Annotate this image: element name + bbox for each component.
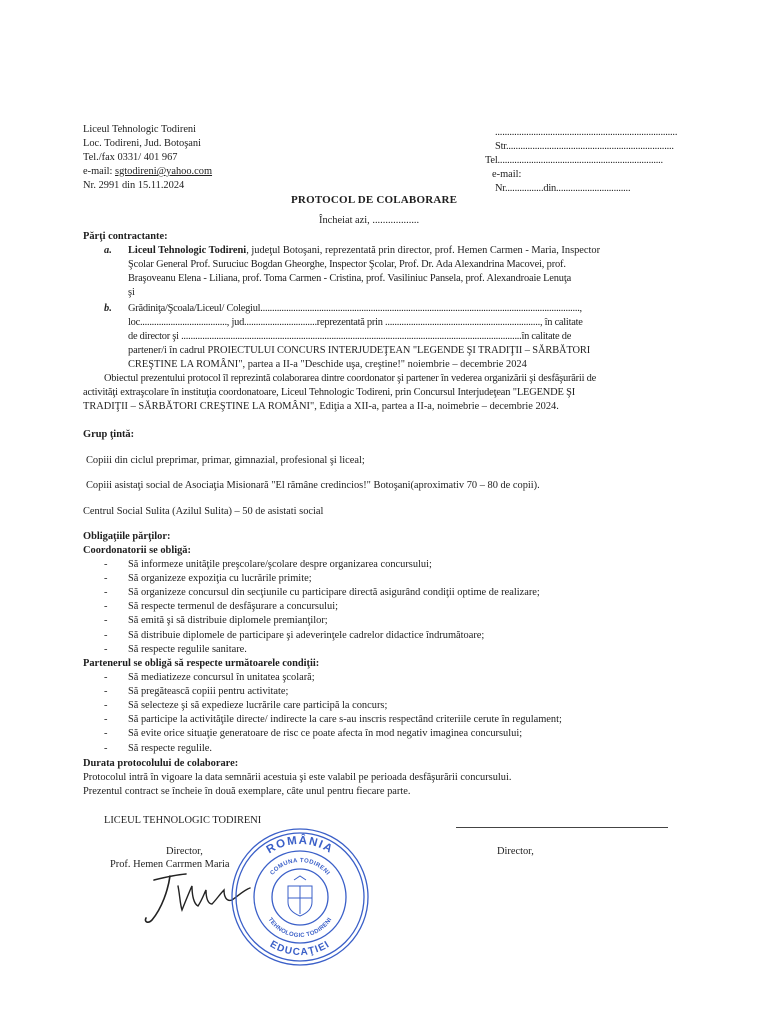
target-group-item-1: Copiii din ciclul preprimar, primar, gimnazial, profesional şi liceal;	[86, 455, 365, 466]
list-dash: -	[104, 728, 108, 740]
list-dash: -	[104, 742, 108, 754]
coordinator-obligation-item: Să organizeze concursul din secţiunile cu participare directă asigurând condiţii optime de realizare;	[128, 587, 540, 599]
coordinator-obligation-item: Să respecte regulile sanitare.	[128, 643, 247, 655]
coordinator-obligation-item: Să emită şi să distribuie diplomele premianţilor;	[128, 615, 328, 627]
coordinator-obligation-item: Să informeze unităţile preşcolare/şcolare despre organizarea concursului;	[128, 559, 432, 570]
partner-street-blank: Str......................................................................	[495, 141, 674, 152]
party-a-line1	[128, 245, 600, 257]
coordinators-heading: Coordonatorii se obligă:	[83, 545, 191, 556]
party-a-rest: , judeţul Botoşani, reprezentată prin director, prof. Hemen Carmen - Maria, Inspector	[246, 245, 601, 256]
party-a-line3: Braşoveanu Elena - Liliana, prof. Toma Carmen - Cristina, prof. Vasiliniuc Pansela, prof. Alexandroaie Lenuţa	[128, 273, 572, 284]
left-director-role: Director,	[166, 846, 203, 857]
party-b-line4: partener/i în cadrul PROIECTULUI CONCURS INTERJUDEŢEAN "LEGENDE ŞI TRADIŢII – SĂRBĂTORI	[128, 345, 591, 356]
obligations-heading: Obligaţiile părţilor:	[83, 531, 171, 542]
school-email-line	[83, 166, 212, 178]
coordinator-obligation-item: Să distribuie diplomele de participare şi adeverinţele cadrelor didactice îndrumătoare;	[128, 629, 485, 641]
party-b-line2: loc....................................., jud...............................reprezentată prin .................................................................., în calitate	[128, 317, 583, 328]
objective-line1: Obiectul prezentului protocol îl reprezintă colaborarea dintre coordonator şi partener în vederea organizării şi desfăşurării de	[104, 373, 597, 384]
objective-line3: TRADIŢII – SĂRBĂTORI CREŞTINE LA ROMÂNI", Ediţia a XII-a, partea a II-a, noimebrie – decembrie 2024.	[83, 401, 559, 412]
partner-number-blank: Nr................din...............................	[495, 183, 631, 194]
list-dash: -	[104, 587, 108, 599]
list-dash: -	[104, 643, 108, 655]
list-dash: -	[104, 601, 108, 613]
school-address: Loc. Todireni, Jud. Botoşani	[83, 138, 201, 149]
party-a-name: Liceul Tehnologic Todireni	[128, 245, 247, 256]
svg-text:ROMÂNIA	[265, 834, 336, 856]
stamp-outer-bottom: EDUCAŢIEI	[267, 938, 333, 959]
document-subtitle: Încheiat azi, ..................	[319, 215, 420, 226]
stamp-outer-top: ROMÂNIA	[264, 834, 336, 857]
list-dash: -	[104, 714, 108, 726]
document-title: PROTOCOL DE COLABORARE	[291, 194, 458, 206]
duration-heading: Durata protocolului de colaborare:	[83, 758, 239, 769]
target-group-item-3: Centrul Social Sulita (Azilul Sulita) – 50 de asistati social	[83, 506, 324, 517]
partner-phone-blank: Tel.....................................................................	[485, 155, 663, 166]
party-b-line3: de director şi .................................................................................................................................................în calitate de	[128, 331, 572, 342]
school-name: Liceul Tehnologic Todireni	[83, 124, 197, 135]
duration-line-1: Protocolul intră în vigoare la data semnării acestuia şi este valabil pe perioada desfăşurării concursului.	[83, 772, 512, 783]
partner-name-blank: ............................................................................	[495, 127, 678, 138]
party-a-line4: şi	[128, 287, 135, 298]
email-link[interactable]: sgtodireni@yahoo.com	[115, 166, 213, 177]
list-dash: -	[104, 629, 108, 641]
partner-obligation-item: Să respecte regulile.	[128, 742, 212, 754]
partner-email-label: e-mail:	[492, 169, 522, 180]
stamp-inner-top: COMUNA TODIRENI	[269, 857, 331, 877]
party-a-marker: a.	[104, 245, 112, 256]
list-dash: -	[104, 559, 108, 570]
party-b-marker: b.	[104, 303, 112, 314]
objective-line2: activităţi extraşcolare în instituţia coordonatoare, Liceul Tehnologic Todireni, prin Concursul Interjudeţean "LEGENDE ŞI	[83, 387, 576, 398]
registration-number: Nr. 2991 din 15.11.2024	[83, 180, 185, 191]
party-b-line5: CREŞTINE LA ROMÂNI", partea a II-a "Deschide uşa, creştine!" noiembrie – decembrie 2024	[128, 359, 527, 370]
list-dash: -	[104, 573, 108, 585]
partner-obligation-item: Să mediatizeze concursul în unitatea şcolară;	[128, 672, 315, 683]
partner-heading: Partenerul se obligă să respecte următoarele condiţii:	[83, 658, 320, 669]
email-label: e-mail:	[83, 166, 116, 177]
list-dash: -	[104, 672, 108, 683]
duration-line-2: Prezentul contract se încheie în două exemplare, câte unul pentru fiecare parte.	[83, 786, 411, 797]
partner-obligation-item: Să participe la activităţile directe/ indirecte la care s-au inscris respectând criteriile cerute în regulament;	[128, 714, 562, 726]
party-a-line2: Şcolar General Prof. Suruciuc Bogdan Gheorghe, Inspector Şcolar, Prof. Dr. Ada Alexandrina Macovei, prof.	[128, 259, 566, 270]
coat-of-arms-icon	[288, 876, 312, 916]
left-director-name: Prof. Hemen Carrmen Maria	[110, 859, 230, 870]
list-dash: -	[104, 615, 108, 627]
target-group-heading: Grup ţintă:	[83, 429, 135, 440]
partner-obligation-item: Să selecteze şi să expedieze lucrările care participă la concurs;	[128, 700, 388, 712]
partner-obligation-item: Să pregătească copiii pentru activitate;	[128, 686, 289, 698]
parties-heading: Părţi contractante:	[83, 231, 168, 242]
svg-text:COMUNA TODIRENI	[269, 858, 330, 877]
right-signature-line	[456, 827, 668, 828]
left-institution: LICEUL TEHNOLOGIC TODIRENI	[104, 815, 262, 826]
official-stamp	[225, 822, 375, 972]
list-dash: -	[104, 700, 108, 712]
right-director-role: Director,	[497, 846, 534, 857]
svg-text:EDUCAŢIEI	[268, 939, 332, 958]
coordinator-obligation-item: Să respecte termenul de desfăşurare a concursului;	[128, 601, 339, 613]
coordinator-obligation-item: Să organizeze expoziţia cu lucrările primite;	[128, 573, 312, 585]
target-group-item-2: Copiii asistaţi social de Asociaţia Misionară "El rămâne credincios!" Botoşani(aproximativ 70 – 80 de copii).	[86, 480, 540, 491]
svg-text:TEHNOLOGIC TODIRENI	[267, 917, 334, 939]
list-dash: -	[104, 686, 108, 698]
partner-obligation-item: Să evite orice situaţie generatoare de risc ce poate afecta în mod negativ imaginea concursului;	[128, 728, 523, 740]
school-phone: Tel./fax 0331/ 401 967	[83, 152, 178, 163]
stamp-inner-bottom: TEHNOLOGIC TODIRENI	[266, 916, 334, 940]
party-b-line1: Grădiniţa/Şcoala/Liceul/ Colegiul........................................................................................................................................,	[128, 303, 582, 314]
